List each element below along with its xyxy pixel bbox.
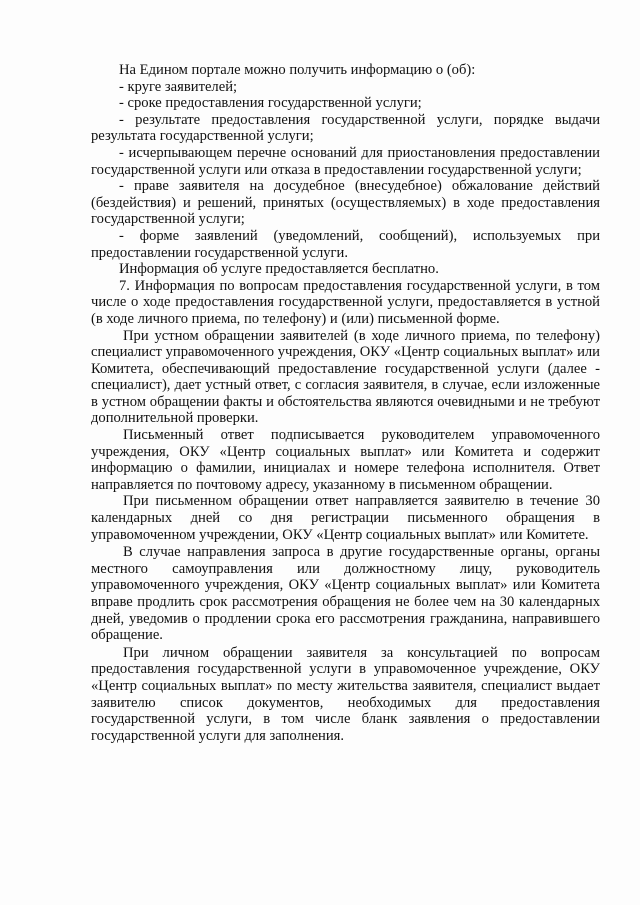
list-item-grounds: - исчерпывающем перечне оснований для приостановления предоставлении государственной услуги или отказа в предоставлении государственной услуги; bbox=[91, 144, 600, 178]
paragraph-section-7: 7. Информация по вопросам предоставления государственной услуги, в том числе о ходе предоставления государственной услуги, предоставляется в устной (в ходе личного приема, по телефону) и (или) письменной форме. bbox=[91, 277, 600, 327]
paragraph-written-answer: Письменный ответ подписывается руководителем управомоченного учреждения, ОКУ «Центр социальных выплат» или Комитета и содержит информацию о фамилии, инициалах и номере телефона исполнителя. Ответ направляется по почтовому адресу, указанному в письменном обращении. bbox=[91, 427, 600, 493]
paragraph-free-of-charge: Информация об услуге предоставляется бесплатно. bbox=[119, 261, 439, 278]
paragraph-extension: В случае направления запроса в другие государственные органы, органы местного самоуправления или должностному лицу, руководитель управомоченного учреждения, ОКУ «Центр социальных выплат» или Комитета вправе продлить срок рассмотрения обращения не более чем на 30 календарных дней, уведомив о продлении срока его рассмотрения гражданина, направившего обращение. bbox=[91, 544, 600, 644]
list-item-result: - результате предоставления государственной услуги, порядке выдачи результата государственной услуги; bbox=[91, 111, 600, 145]
list-item-application-forms: - форме заявлений (уведомлений, сообщений), используемых при предоставлении государственной услуги. bbox=[91, 227, 600, 261]
list-item-deadline: - сроке предоставления государственной услуги; bbox=[119, 95, 422, 112]
paragraph-personal-consultation: При личном обращении заявителя за консультацией по вопросам предоставления государственной услуги в управомоченное учреждение, ОКУ «Центр социальных выплат» по месту жительства заявителя, специалист выдает заявителю список документов, необходимых для предоставления государственной услуги, в том числе бланк заявления о предоставлении государственной услуги для заполнения. bbox=[91, 644, 600, 744]
document-body bbox=[91, 62, 600, 744]
list-item-applicants: - круге заявителей; bbox=[119, 78, 238, 95]
paragraph-portal-info-intro: На Едином портале можно получить информацию о (об): bbox=[119, 62, 476, 78]
paragraph-oral-request: При устном обращении заявителей (в ходе личного приема, по телефону) специалист управомоченного учреждения, ОКУ «Центр социальных выплат» или Комитета, обеспечивающий предоставление государственной услуги (далее - специалист), дает устный ответ, с согласия заявителя, в случае, если изложенные в устном обращении факты и обстоятельства являются очевидными и не требуют дополнительной проверки. bbox=[91, 327, 600, 427]
list-item-appeal-right: - праве заявителя на досудебное (внесудебное) обжалование действий (бездействия) и решений, принятых (осуществляемых) в ходе предоставления государственной услуги; bbox=[91, 178, 600, 228]
paragraph-written-request: При письменном обращении ответ направляется заявителю в течение 30 календарных дней со дня регистрации письменного обращения в управомоченном учреждении, ОКУ «Центр социальных выплат» или Комитете. bbox=[91, 493, 600, 543]
